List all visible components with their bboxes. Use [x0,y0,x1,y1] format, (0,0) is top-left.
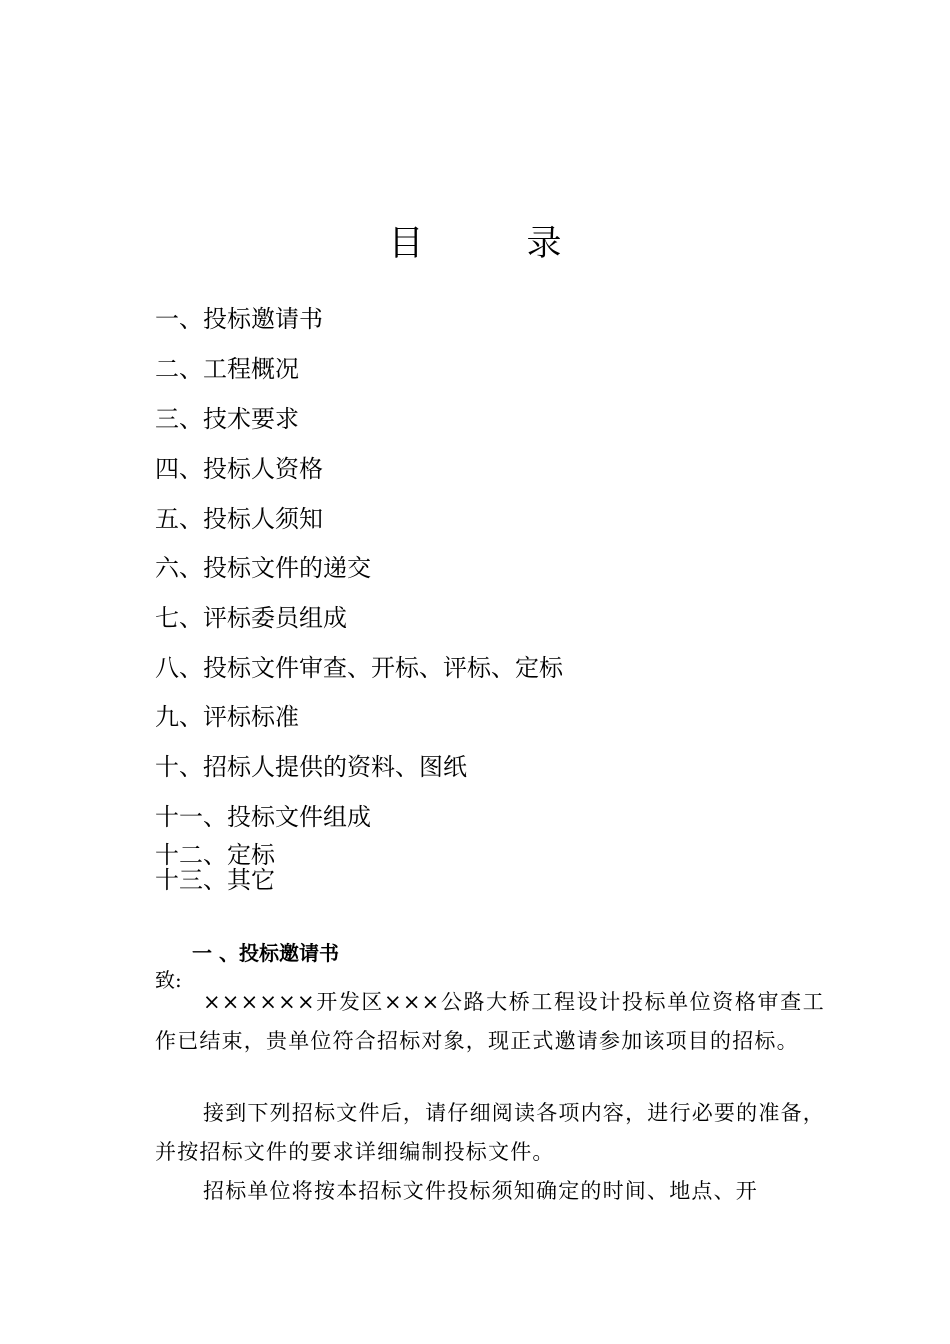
toc-item: 八、投标文件审查、开标、评标、定标 [155,654,563,682]
paragraph: ××××××开发区×××公路大桥工程设计投标单位资格审查工作已结束，贵单位符合招标对象，现正式邀请参加该项目的招标。 [155,990,825,1053]
toc-item: 十、招标人提供的资料、图纸 [155,753,467,781]
toc-item: 五、投标人须知 [155,505,323,533]
salutation: 致: [155,968,182,992]
section-heading: 一 、投标邀请书 [192,941,339,965]
toc-item: 十二、定标 [155,841,275,869]
toc-item: 十三、其它 [155,866,275,894]
toc-item: 七、评标委员组成 [155,604,347,632]
toc-item: 六、投标文件的递交 [155,554,371,582]
paragraph: 接到下列招标文件后，请仔细阅读各项内容，进行必要的准备，并按招标文件的要求详细编制投标文件。 [155,1101,825,1164]
toc-item: 九、评标标准 [155,703,299,731]
toc-item: 三、技术要求 [155,405,299,433]
toc-item: 二、工程概况 [155,355,299,383]
toc-item: 一、投标邀请书 [155,305,323,333]
page-title: 目 录 [388,224,596,264]
toc-item: 四、投标人资格 [155,455,323,483]
paragraph: 招标单位将按本招标文件投标须知确定的时间、地点、开 [203,1179,758,1203]
toc-item: 十一、投标文件组成 [155,803,371,831]
